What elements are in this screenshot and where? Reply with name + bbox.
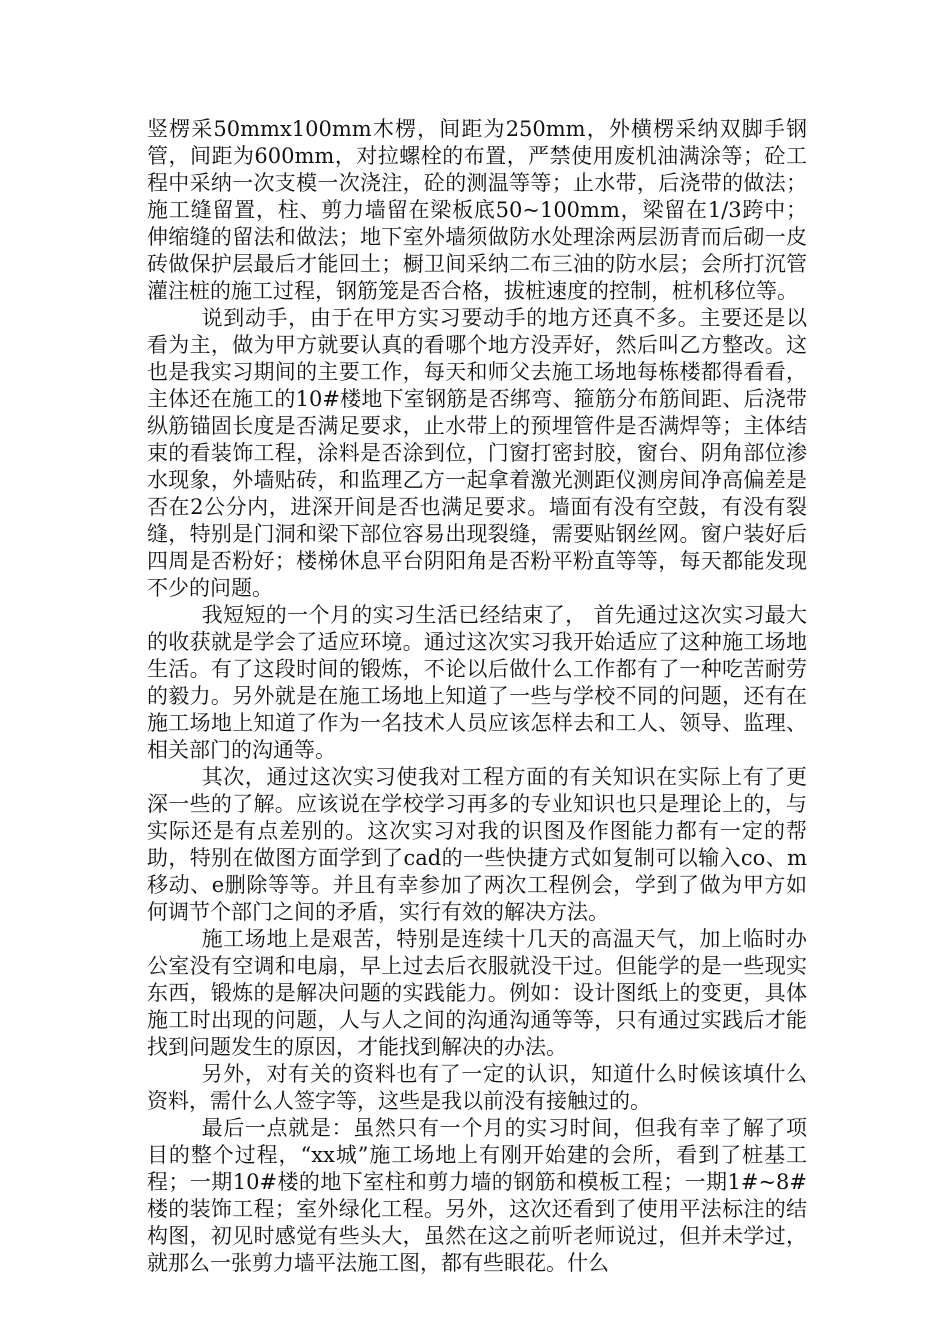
paragraph-5: 施工场地上是艰苦，特别是连续十几天的高温天气，加上临时办公室没有空调和电扇，早上过去后衣服就没干过。但能学的是一些现实东西，锻炼的是解决问题的实践能力。例如：设计图纸上的变更，具体施工时出现的问题，人与人之间的沟通沟通等等，只有通过实践后才能找到问题发生的原因，才能找到解决的办法。 [147, 927, 807, 1059]
paragraph-2: 说到动手，由于在甲方实习要动手的地方还真不多。主要还是以看为主，做为甲方就要认真的看哪个地方没弄好，然后叫乙方整改。这也是我实习期间的主要工作，每天和师父去施工场地每栋楼都得看看，主体还在施工的10#楼地下室钢筋是否绑弯、箍筋分布筋间距、后浇带纵筋锚固长度是否满足要求，止水带上的预埋管件是否满焊等；主体结束的看装饰工程，涂料是否涂到位，门窗打密封胶，窗台、阴角部位渗水现象，外墙贴砖，和监理乙方一起拿着激光测距仪测房间净高偏差是否在2公分内，进深开间是否也满足要求。墙面有没有空鼓，有没有裂缝，特别是门洞和梁下部位容易出现裂缝，需要贴钢丝网。窗户装好后四周是否粉好；楼梯休息平台阴阳角是否粉平粉直等等，每天都能发现不少的问题。 [147, 306, 807, 600]
paragraph-7: 最后一点就是：虽然只有一个月的实习时间，但我有幸了解了项目的整个过程，“xx城”施工场地上有刚开始建的会所，看到了桩基工程；一期10#楼的地下室柱和剪力墙的钢筋和模板工程；一期1#~8#楼的装饰工程；室外绿化工程。另外，这次还看到了使用平法标注的结构图，初见时感觉有些头大，虽然在这之前听老师说过，但并未学过，就那么一张剪力墙平法施工图，都有些眼花。什么 [147, 1116, 807, 1275]
paragraph-1: 竖楞采50mmx100mm木楞，间距为250mm，外横楞采纳双脚手钢管，间距为600mm，对拉螺栓的布置，严禁使用废机油满涂等；砼工程中采纳一次支模一次浇注，砼的测温等等；止水带，后浇带的做法；施工缝留置，柱、剪力墙留在梁板底50~100mm，梁留在1/3跨中；伸缩缝的留法和做法；地下室外墙须做防水处理涂两层沥青而后砌一皮砖做保护层最后才能回土；橱卫间采纳二布三油的防水层；会所打沉管灌注桩的施工过程，钢筋笼是否合格，拔桩速度的控制，桩机移位等。 [147, 117, 807, 303]
paragraph-6: 另外，对有关的资料也有了一定的认识，知道什么时候该填什么资料，需什么人签字等，这些是我以前没有接触过的。 [147, 1062, 807, 1113]
paragraph-4: 其次，通过这次实习使我对工程方面的有关知识在实际上有了更深一些的了解。应该说在学校学习再多的专业知识也只是理论上的，与实际还是有点差别的。这次实习对我的识图及作图能力都有一定的帮助，特别在做图方面学到了cad的一些快捷方式如复制可以输入co、m移动、e删除等等。并且有幸参加了两次工程例会，学到了做为甲方如何调节个部门之间的矛盾，实行有效的解决方法。 [147, 765, 807, 924]
document-body [147, 116, 807, 1277]
paragraph-3: 我短短的一个月的实习生活已经结束了， 首先通过这次实习最大的收获就是学会了适应环境。通过这次实习我开始适应了这种施工场地生活。有了这段时间的锻炼，不论以后做什么工作都有了一种吃苦耐劳的毅力。另外就是在施工场地上知道了一些与学校不同的问题，还有在施工场地上知道了作为一名技术人员应该怎样去和工人、领导、监理、相关部门的沟通等。 [147, 603, 807, 762]
